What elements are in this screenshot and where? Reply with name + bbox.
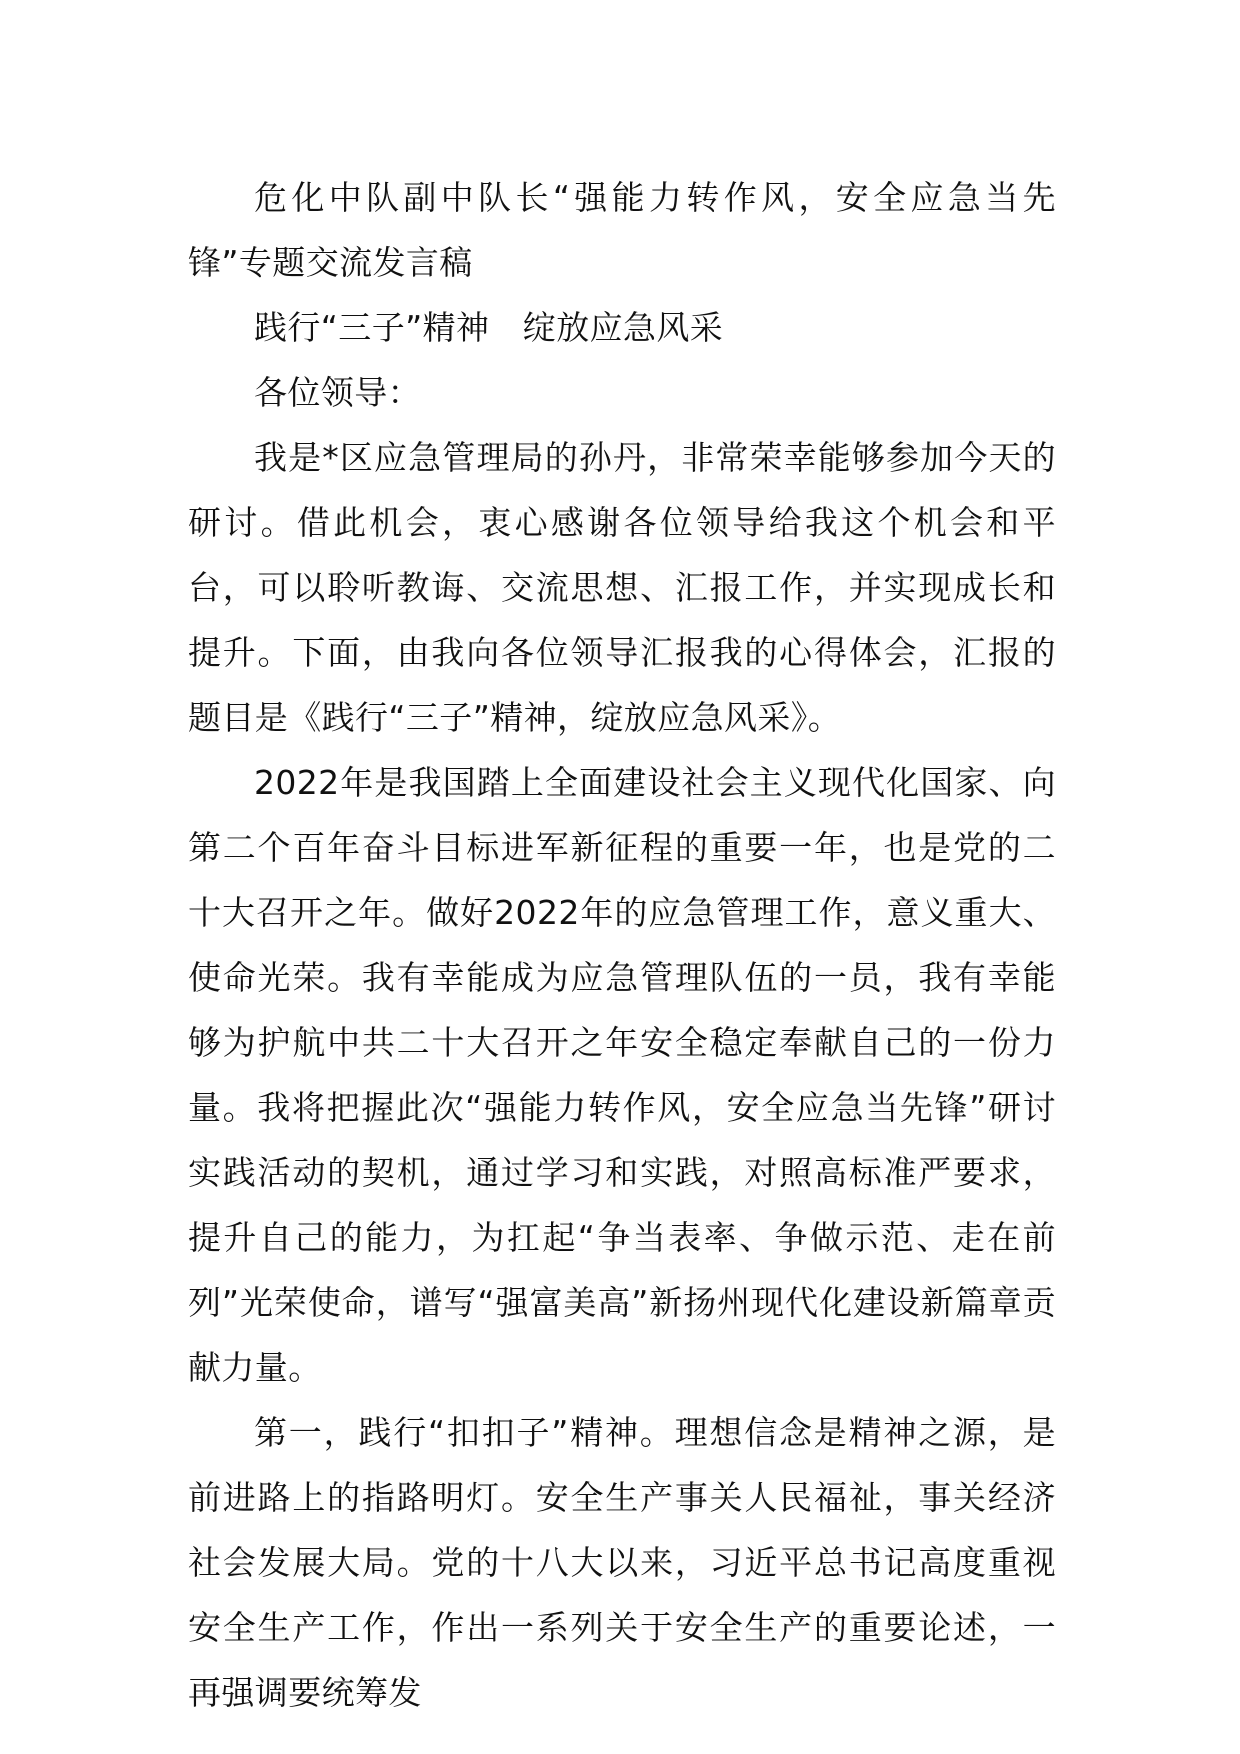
document-body — [188, 165, 1056, 1725]
paragraph-first-point: 第一，践行“扣扣子”精神。理想信念是精神之源，是前进路上的指路明灯。安全生产事关人民福祉，事关经济社会发展大局。党的十八大以来，习近平总书记高度重视安全生产工作，作出一系列关于安全生产的重要论述，一再强调要统筹发 — [188, 1413, 1056, 1712]
document-title: 危化中队副中队长“强能力转作风，安全应急当先锋”专题交流发言稿 — [188, 178, 1056, 282]
paragraph-2022: 2022年是我国踏上全面建设社会主义现代化国家、向第二个百年奋斗目标进军新征程的重要一年，也是党的二十大召开之年。做好2022年的应急管理工作，意义重大、使命光荣。我有幸能成为应急管理队伍的一员，我有幸能够为护航中共二十大召开之年安全稳定奉献自己的一份力量。我将把握此次“强能力转作风，安全应急当先锋”研讨实践活动的契机，通过学习和实践，对照高标准严要求，提升自己的能力，为扛起“争当表率、争做示范、走在前列”光荣使命，谱写“强富美高”新扬州现代化建设新篇章贡献力量。 — [188, 763, 1056, 1387]
document-subtitle: 践行“三子”精神 绽放应急风采 — [254, 308, 724, 347]
paragraph-intro: 我是*区应急管理局的孙丹，非常荣幸能够参加今天的研讨。借此机会，衷心感谢各位领导给我这个机会和平台，可以聆听教诲、交流思想、汇报工作，并实现成长和提升。下面，由我向各位领导汇报我的心得体会，汇报的题目是《践行“三子”精神，绽放应急风采》。 — [188, 438, 1056, 737]
salutation: 各位领导： — [254, 373, 421, 412]
